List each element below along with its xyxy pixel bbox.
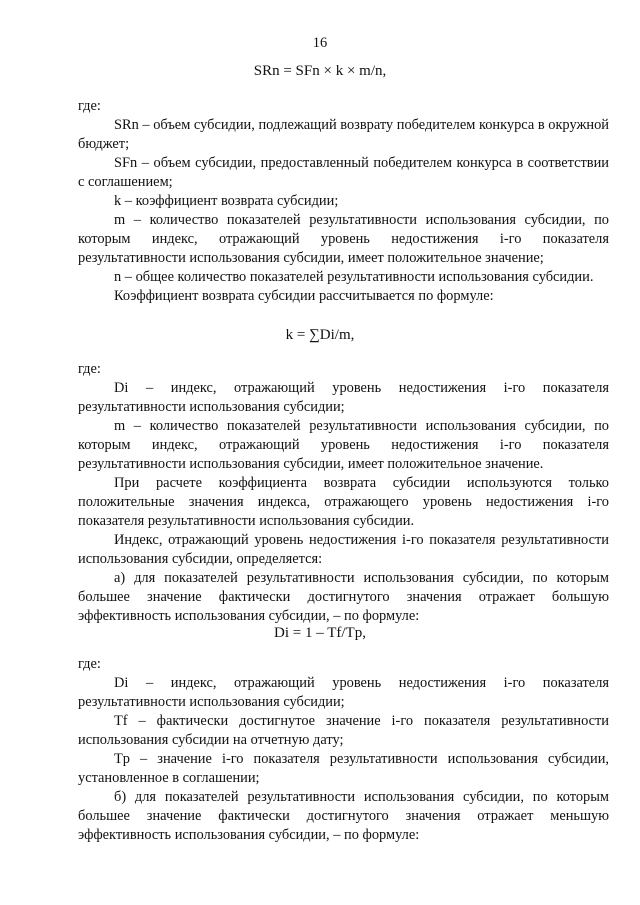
where-label: где: bbox=[78, 98, 101, 114]
where-label: где: bbox=[78, 656, 101, 672]
page-number: 16 bbox=[312, 35, 328, 51]
positive-values-note: При расчете коэффициента возврата субсидии используются только положительные значения индекса, отражающего уровень недостижения i-го показателя результативности использования субсидии. bbox=[78, 475, 609, 529]
index-defined: Индекс, отражающий уровень недостижения i-го показателя результативности использования субсидии, определяется: bbox=[78, 532, 609, 567]
case-b: б) для показателей результативности использования субсидии, по которым большее значение фактически достигнутого значения отражает меньшую эффективность использования субсидии, – по формуле: bbox=[78, 789, 609, 843]
definition-sfn: SFn – объем субсидии, предоставленный победителем конкурса в соответствии с соглашением; bbox=[78, 155, 609, 190]
formula-srn: SRn = SFn × k × m/n, bbox=[253, 63, 387, 79]
k-formula-intro: Коэффициент возврата субсидии рассчитывается по формуле: bbox=[114, 288, 494, 304]
section-di-definitions bbox=[78, 655, 609, 845]
definition-di: Di – индекс, отражающий уровень недостижения i-го показателя результативности использования субсидии; bbox=[78, 380, 609, 415]
definition-m: m – количество показателей результативности использования субсидии, по которым индекс, отражающий уровень недостижения i-го показателя результативности использования субсидии, имеет положительное значение; bbox=[78, 212, 609, 266]
section-srn-definitions bbox=[78, 97, 609, 306]
formula-di: Di = 1 – Tf/Tp, bbox=[274, 625, 366, 641]
definition-tf: Tf – фактически достигнутое значение i-го показателя результативности использования субсидии на отчетную дату; bbox=[78, 713, 609, 748]
case-a: а) для показателей результативности использования субсидии, по которым большее значение фактически достигнутого значения отражает большую эффективность использования субсидии, – по формуле: bbox=[78, 570, 609, 624]
definition-tp: Tp – значение i-го показателя результативности использования субсидии, установленное в соглашении; bbox=[78, 751, 609, 786]
definition-srn: SRn – объем субсидии, подлежащий возврату победителем конкурса в окружной бюджет; bbox=[78, 117, 609, 152]
where-label: где: bbox=[78, 361, 101, 377]
definition-di-2: Di – индекс, отражающий уровень недостижения i-го показателя результативности использования субсидии; bbox=[78, 675, 609, 710]
definition-m-2: m – количество показателей результативности использования субсидии, по которым индекс, отражающий уровень недостижения i-го показателя результативности использования субсидии, имеет положительное значение. bbox=[78, 418, 609, 472]
definition-k: k – коэффициент возврата субсидии; bbox=[114, 193, 339, 209]
definition-n: n – общее количество показателей результативности использования субсидии. bbox=[114, 269, 594, 285]
section-k-definitions bbox=[78, 360, 609, 626]
formula-k: k = ∑Di/m, bbox=[285, 327, 355, 343]
